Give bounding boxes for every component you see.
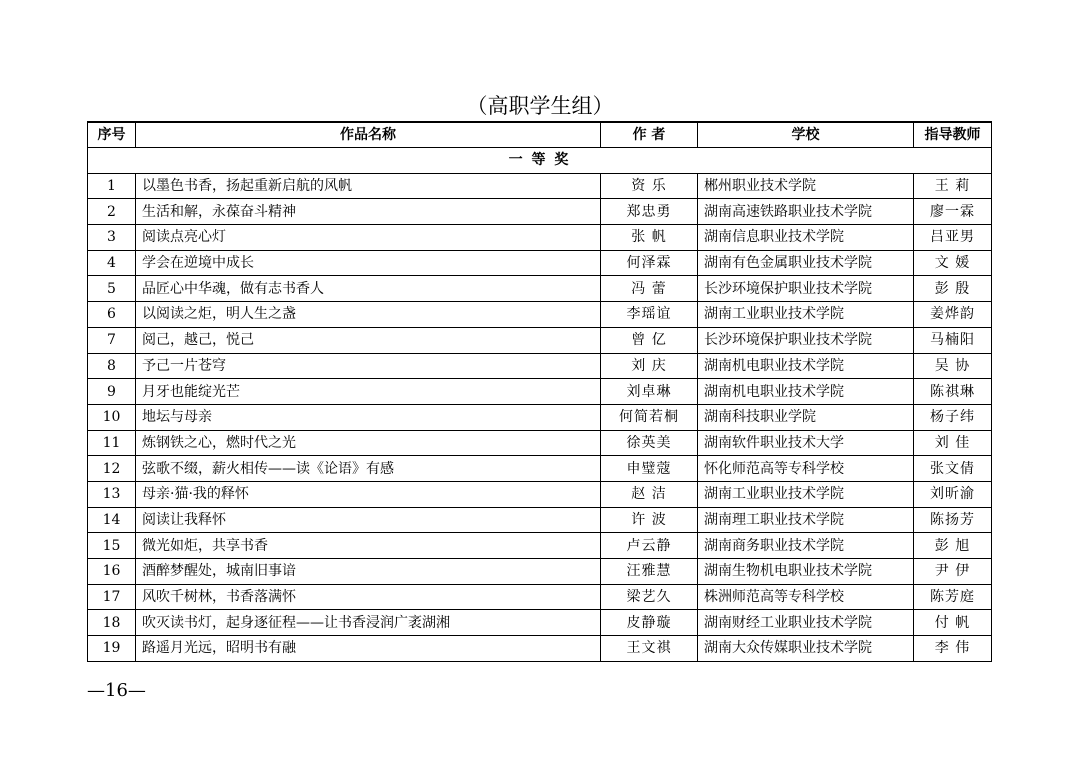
cell-teacher: 付 帆 bbox=[914, 610, 992, 636]
cell-num: 7 bbox=[88, 327, 136, 353]
cell-teacher: 彭 旭 bbox=[914, 533, 992, 559]
cell-title: 学会在逆境中成长 bbox=[136, 250, 601, 276]
cell-teacher: 刘 佳 bbox=[914, 430, 992, 456]
cell-num: 15 bbox=[88, 533, 136, 559]
table-row bbox=[88, 533, 992, 559]
table-row bbox=[88, 610, 992, 636]
cell-author: 何泽霖 bbox=[601, 250, 698, 276]
cell-author: 汪雅慧 bbox=[601, 559, 698, 585]
cell-author: 梁艺久 bbox=[601, 584, 698, 610]
awards-table bbox=[87, 121, 992, 662]
cell-teacher: 姜烨韵 bbox=[914, 302, 992, 328]
table-row bbox=[88, 507, 992, 533]
cell-num: 3 bbox=[88, 225, 136, 251]
cell-title: 母亲·猫·我的释怀 bbox=[136, 481, 601, 507]
cell-teacher: 吕亚男 bbox=[914, 225, 992, 251]
cell-title: 微光如炬，共享书香 bbox=[136, 533, 601, 559]
cell-author: 刘卓琳 bbox=[601, 379, 698, 405]
cell-num: 16 bbox=[88, 559, 136, 585]
cell-num: 9 bbox=[88, 379, 136, 405]
cell-teacher: 吴 协 bbox=[914, 353, 992, 379]
table-row bbox=[88, 302, 992, 328]
table-row bbox=[88, 584, 992, 610]
table-row bbox=[88, 379, 992, 405]
cell-title: 阅读让我释怀 bbox=[136, 507, 601, 533]
table-row bbox=[88, 481, 992, 507]
cell-teacher: 马楠阳 bbox=[914, 327, 992, 353]
cell-num: 14 bbox=[88, 507, 136, 533]
cell-num: 5 bbox=[88, 276, 136, 302]
cell-title: 以阅读之炬，明人生之盏 bbox=[136, 302, 601, 328]
section-label: 一 等 奖 bbox=[88, 148, 992, 174]
cell-num: 17 bbox=[88, 584, 136, 610]
cell-school: 郴州职业技术学院 bbox=[698, 173, 914, 199]
table-row bbox=[88, 456, 992, 482]
cell-num: 12 bbox=[88, 456, 136, 482]
table-row bbox=[88, 404, 992, 430]
cell-num: 1 bbox=[88, 173, 136, 199]
cell-teacher: 彭 殷 bbox=[914, 276, 992, 302]
page-number: —16— bbox=[87, 680, 146, 701]
cell-teacher: 杨子纬 bbox=[914, 404, 992, 430]
cell-author: 冯 蕾 bbox=[601, 276, 698, 302]
cell-author: 王文祺 bbox=[601, 636, 698, 662]
cell-author: 刘 庆 bbox=[601, 353, 698, 379]
cell-title: 品匠心中华魂，做有志书香人 bbox=[136, 276, 601, 302]
cell-title: 风吹千树林，书香落满怀 bbox=[136, 584, 601, 610]
cell-title: 阅读点亮心灯 bbox=[136, 225, 601, 251]
cell-author: 李瑶谊 bbox=[601, 302, 698, 328]
cell-author: 皮静璇 bbox=[601, 610, 698, 636]
section-row bbox=[88, 148, 992, 174]
header-author: 作 者 bbox=[601, 122, 698, 148]
cell-school: 湖南信息职业技术学院 bbox=[698, 225, 914, 251]
table-row bbox=[88, 430, 992, 456]
cell-title: 炼钢铁之心，燃时代之光 bbox=[136, 430, 601, 456]
cell-num: 10 bbox=[88, 404, 136, 430]
cell-author: 赵 洁 bbox=[601, 481, 698, 507]
cell-author: 申璧蔻 bbox=[601, 456, 698, 482]
header-teacher: 指导教师 bbox=[914, 122, 992, 148]
cell-school: 长沙环境保护职业技术学院 bbox=[698, 276, 914, 302]
cell-title: 地坛与母亲 bbox=[136, 404, 601, 430]
header-num: 序号 bbox=[88, 122, 136, 148]
cell-teacher: 陈芳庭 bbox=[914, 584, 992, 610]
cell-num: 6 bbox=[88, 302, 136, 328]
cell-school: 湖南有色金属职业技术学院 bbox=[698, 250, 914, 276]
cell-author: 徐英美 bbox=[601, 430, 698, 456]
table-row bbox=[88, 636, 992, 662]
cell-author: 许 波 bbox=[601, 507, 698, 533]
cell-school: 湖南软件职业技术大学 bbox=[698, 430, 914, 456]
table-row bbox=[88, 353, 992, 379]
cell-teacher: 陈祺琳 bbox=[914, 379, 992, 405]
cell-num: 13 bbox=[88, 481, 136, 507]
table-header-row bbox=[88, 122, 992, 148]
cell-teacher: 刘昕渝 bbox=[914, 481, 992, 507]
cell-school: 湖南工业职业技术学院 bbox=[698, 481, 914, 507]
table-row bbox=[88, 225, 992, 251]
cell-title: 以墨色书香，扬起重新启航的风帆 bbox=[136, 173, 601, 199]
cell-title: 阅己，越己，悦己 bbox=[136, 327, 601, 353]
cell-num: 11 bbox=[88, 430, 136, 456]
cell-title: 生活和解，永葆奋斗精神 bbox=[136, 199, 601, 225]
cell-school: 株洲师范高等专科学校 bbox=[698, 584, 914, 610]
cell-title: 予己一片苍穹 bbox=[136, 353, 601, 379]
cell-school: 长沙环境保护职业技术学院 bbox=[698, 327, 914, 353]
cell-teacher: 李 伟 bbox=[914, 636, 992, 662]
cell-teacher: 王 莉 bbox=[914, 173, 992, 199]
cell-author: 郑忠勇 bbox=[601, 199, 698, 225]
cell-school: 湖南高速铁路职业技术学院 bbox=[698, 199, 914, 225]
cell-school: 湖南机电职业技术学院 bbox=[698, 379, 914, 405]
cell-teacher: 张文倩 bbox=[914, 456, 992, 482]
cell-school: 湖南科技职业学院 bbox=[698, 404, 914, 430]
cell-title: 月牙也能绽光芒 bbox=[136, 379, 601, 405]
cell-school: 湖南生物机电职业技术学院 bbox=[698, 559, 914, 585]
cell-school: 湖南商务职业技术学院 bbox=[698, 533, 914, 559]
table-row bbox=[88, 199, 992, 225]
cell-author: 曾 亿 bbox=[601, 327, 698, 353]
cell-title: 弦歌不缀，薪火相传——读《论语》有感 bbox=[136, 456, 601, 482]
cell-title: 路遥月光远，昭明书有融 bbox=[136, 636, 601, 662]
cell-author: 何简若桐 bbox=[601, 404, 698, 430]
header-school: 学校 bbox=[698, 122, 914, 148]
cell-author: 资 乐 bbox=[601, 173, 698, 199]
cell-school: 湖南机电职业技术学院 bbox=[698, 353, 914, 379]
table-row bbox=[88, 327, 992, 353]
cell-num: 4 bbox=[88, 250, 136, 276]
table-row bbox=[88, 250, 992, 276]
cell-num: 19 bbox=[88, 636, 136, 662]
table-row bbox=[88, 559, 992, 585]
header-title: 作品名称 bbox=[136, 122, 601, 148]
cell-teacher: 文 媛 bbox=[914, 250, 992, 276]
cell-school: 湖南工业职业技术学院 bbox=[698, 302, 914, 328]
table-row bbox=[88, 276, 992, 302]
cell-title: 酒醉梦醒处，城南旧事谙 bbox=[136, 559, 601, 585]
cell-school: 怀化师范高等专科学校 bbox=[698, 456, 914, 482]
cell-school: 湖南大众传媒职业技术学院 bbox=[698, 636, 914, 662]
cell-num: 8 bbox=[88, 353, 136, 379]
cell-author: 卢云静 bbox=[601, 533, 698, 559]
cell-num: 18 bbox=[88, 610, 136, 636]
cell-school: 湖南财经工业职业技术学院 bbox=[698, 610, 914, 636]
cell-title: 吹灭读书灯，起身逐征程——让书香浸润广袤湖湘 bbox=[136, 610, 601, 636]
page-title: （高职学生组） bbox=[466, 94, 614, 118]
cell-teacher: 尹 伊 bbox=[914, 559, 992, 585]
table-row bbox=[88, 173, 992, 199]
cell-num: 2 bbox=[88, 199, 136, 225]
cell-teacher: 廖一霖 bbox=[914, 199, 992, 225]
cell-teacher: 陈扬芳 bbox=[914, 507, 992, 533]
cell-school: 湖南理工职业技术学院 bbox=[698, 507, 914, 533]
cell-author: 张 帆 bbox=[601, 225, 698, 251]
